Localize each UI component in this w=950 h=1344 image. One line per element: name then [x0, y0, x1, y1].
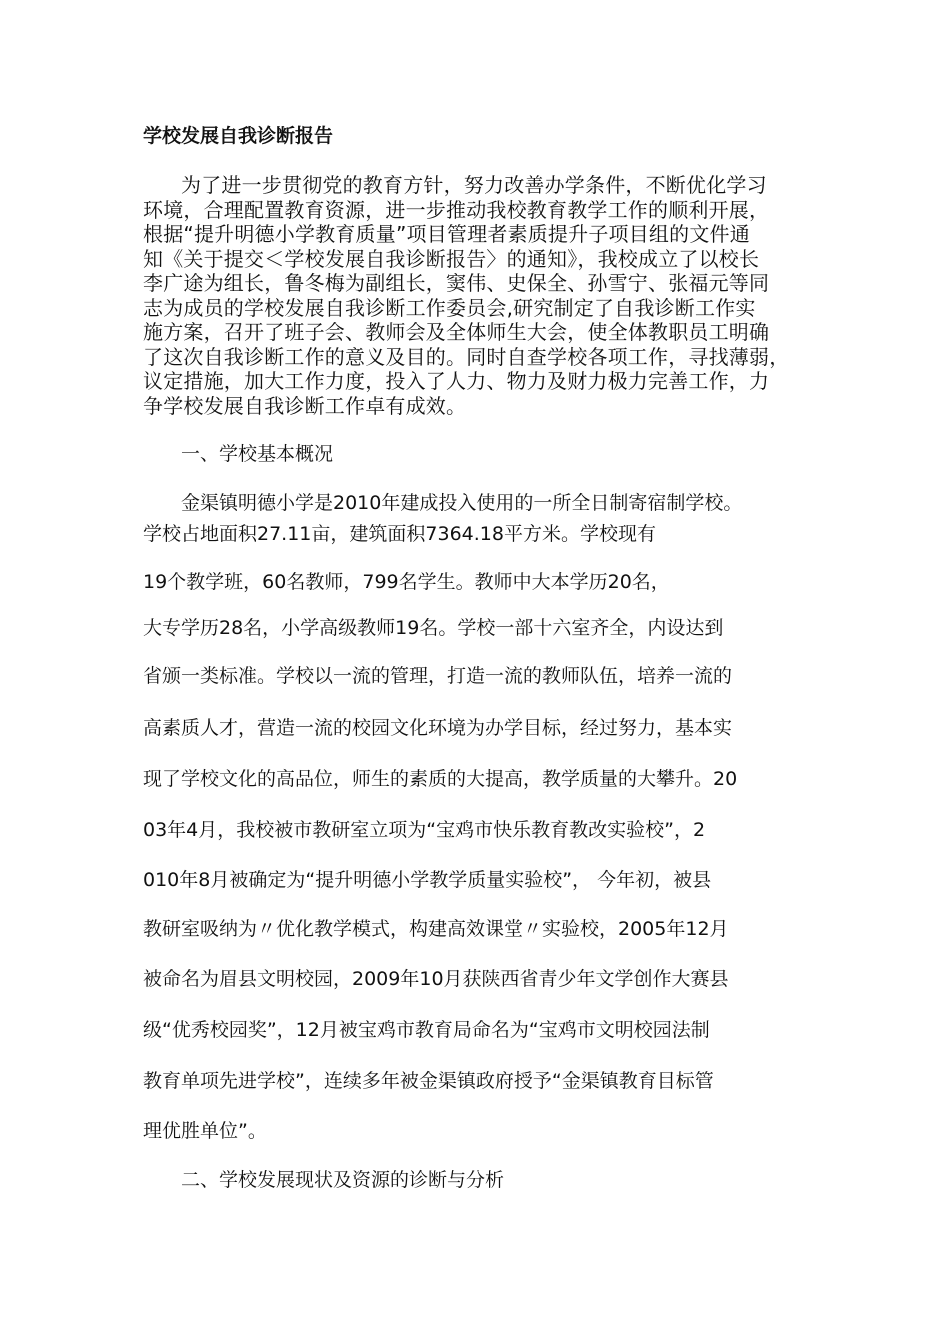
- paragraph-line: 被命名为眉县文明校园，2009年10月获陕西省青少年文学创作大赛县: [143, 968, 729, 990]
- paragraph-line: 教研室吸纳为〃优化教学模式，构建高效课堂〃实验校，2005年12月: [143, 918, 729, 940]
- paragraph-line: 大专学历28名，小学高级教师19名。学校一部十六室齐全，内设达到: [143, 617, 724, 639]
- section-heading-basic-overview: 一、学校基本概况: [181, 443, 334, 465]
- paragraph-line: 金渠镇明德小学是2010年建成投入使用的一所全日制寄宿制学校。: [181, 492, 743, 514]
- paragraph-line: 03年4月，我校被市教研室立项为“宝鸡市快乐教育教改实验校”，2: [143, 819, 706, 841]
- paragraph-line: 志为成员的学校发展自我诊断工作委员会,研究制定了自我诊断工作实: [143, 295, 756, 320]
- paragraph-line: 根据“提升明德小学教育质量”项目管理者素质提升子项目组的文件通: [143, 222, 750, 246]
- intro-paragraph: [143, 173, 823, 418]
- document-title: 学校发展自我诊断报告: [143, 125, 334, 147]
- paragraph-line: 议定措施，加大工作力度，投入了人力、物力及财力极力完善工作，力: [143, 369, 770, 393]
- paragraph-line: 教育单项先进学校”，连续多年被金渠镇政府授予“金渠镇教育目标管: [143, 1070, 714, 1092]
- paragraph-line: 知《关于提交＜学校发展自我诊断报告〉的通知》，我校成立了以校长: [143, 246, 760, 271]
- paragraph-line: 施方案，召开了班子会、教师会及全体师生大会，使全体教职员工明确: [143, 320, 770, 344]
- paragraph-line: 学校占地面积27.11亩，建筑面积7364.18平方米。学校现有: [143, 523, 656, 545]
- paragraph-line: 省颁一类标准。学校以一流的管理，打造一流的教师队伍，培养一流的: [143, 665, 733, 687]
- paragraph-line: 环境，合理配置教育资源，进一步推动我校教育教学工作的顺利开展，: [143, 197, 770, 222]
- paragraph-line: 争学校发展自我诊断工作卓有成效。: [143, 393, 467, 418]
- paragraph-line: 李广途为组长，鲁冬梅为副组长，窦伟、史保全、孙雪宁、张福元等同: [143, 271, 770, 295]
- paragraph-line: 理优胜单位”。: [143, 1120, 267, 1142]
- paragraph-line: 高素质人才，营造一流的校园文化环境为办学目标，经过努力，基本实: [143, 717, 733, 739]
- paragraph-line: 了这次自我诊断工作的意义及目的。同时自查学校各项工作，寻找薄弱，: [143, 344, 790, 369]
- paragraph-line: 现了学校文化的高品位，师生的素质的大提高，教学质量的大攀升。20: [143, 768, 738, 790]
- section-heading-status-analysis: 二、学校发展现状及资源的诊断与分析: [181, 1169, 505, 1191]
- paragraph-line: 010年8月被确定为“提升明德小学教学质量实验校”， 今年初，被县: [143, 869, 712, 891]
- paragraph-line: 级“优秀校园奖”，12月被宝鸡市教育局命名为“宝鸡市文明校园法制: [143, 1019, 710, 1041]
- paragraph-line: 为了进一步贯彻党的教育方针，努力改善办学条件，不断优化学习: [181, 173, 767, 197]
- paragraph-line: 19个教学班，60名教师，799名学生。教师中大本学历20名，: [143, 571, 670, 593]
